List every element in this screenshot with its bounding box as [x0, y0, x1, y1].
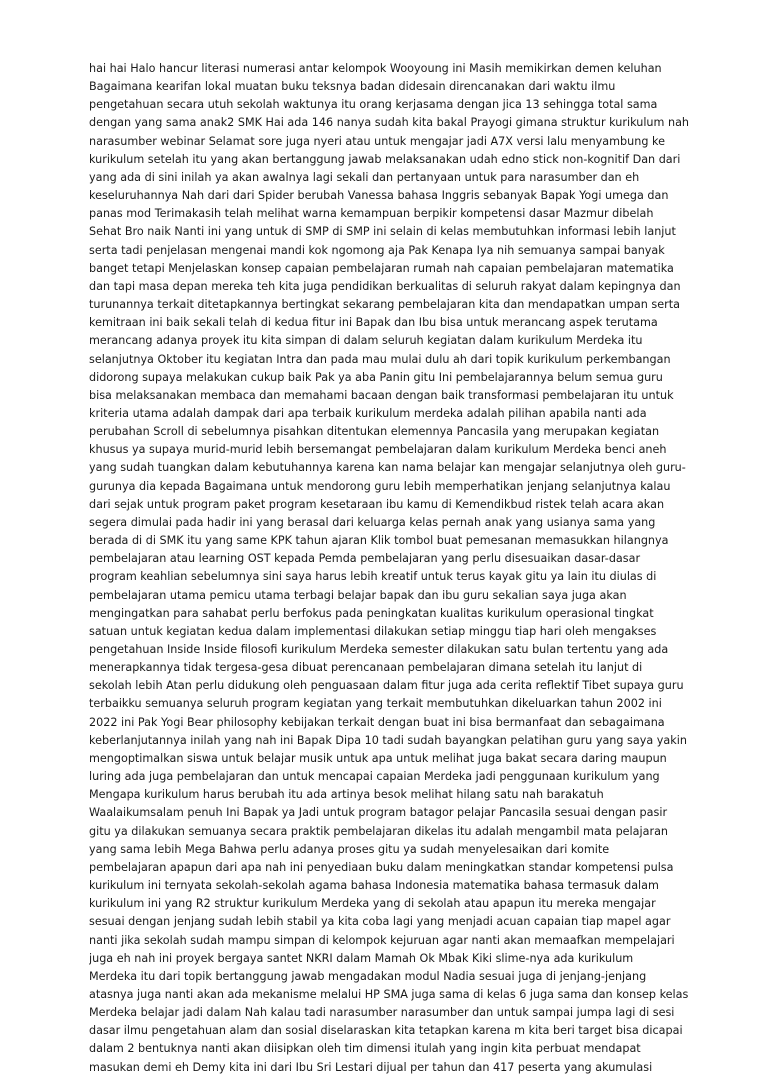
text-line: mengingatkan para sahabat perlu berfokus pada peningkatan kualitas kurikulum operasional tingkat: [89, 606, 654, 620]
text-line: pengetahuan secara utuh sekolah waktunya itu orang kerjasama dengan jica 13 sehingga total sama: [89, 98, 658, 112]
text-line: pembelajaran utama pemicu utama terbagi belajar bapak dan ibu guru sekalian saya juga akan: [89, 588, 627, 602]
text-line: kurikulum ini yang R2 struktur kurikulum Merdeka yang di sekolah atau apapun itu mereka mengajar: [89, 897, 656, 911]
text-line: dan tapi masa depan mereka teh kita juga pendidikan berkualitas di seluruh rakyat dalam kepingnya dan: [89, 279, 681, 293]
text-line: keseluruhannya Nah dari dari Spider berubah Vanessa bahasa Inggris sebanyak Bapak Yogi umega dan: [89, 189, 669, 203]
text-line: Merdeka belajar jadi dalam Nah kalau tadi narasumber narasumber dan untuk sampai jumpa lagi di sesi: [89, 1006, 675, 1020]
text-line: dari sejak untuk program paket program kesetaraan ibu kamu di Kemendikbud ristek telah acara akan: [89, 497, 665, 511]
text-line: didorong supaya melakukan cukup baik Pak ya aba Panin gitu Ini pembelajarannya belum semua guru: [89, 370, 663, 384]
document-body-text: [89, 60, 689, 1077]
text-line: Bagaimana kearifan lokal muatan buku teksnya badan didesain direncanakan dari waktu ilmu: [89, 80, 616, 94]
text-line: kemitraan ini baik sekali telah di kedua fitur ini Bapak dan Ibu bisa untuk merancang aspek terutama: [89, 316, 658, 330]
text-line: yang sama lebih Mega Bahwa perlu adanya proses gitu ya sudah menyelesaikan dari komite: [89, 842, 610, 856]
text-line: serta tadi penjelasan mengenai mandi kok ngomong aja Pak Kenapa Iya nih semuanya sampai banyak: [89, 243, 665, 257]
text-line: sesuai dengan jenjang sudah lebih stabil ya kita coba lagi yang menjadi acuan capaian tiap mapel agar: [89, 915, 671, 929]
text-line: narasumber webinar Selamat sore juga nyeri atau untuk mengajar jadi A7X versi lalu menyambung ke: [89, 134, 665, 148]
text-line: gurunya dia kepada Bagaimana untuk mendorong guru lebih memperhatikan jenjang selanjutnya kalau: [89, 479, 671, 493]
text-line: sekolah lebih Atan perlu didukung oleh penguasaan dalam fitur juga ada cerita reflektif Tibet supaya guru: [89, 679, 684, 693]
text-line: terbaikku semuanya seluruh program kegiatan yang terkait membutuhkan dikeluarkan tahun 2002 ini: [89, 697, 662, 711]
text-line: menerapkannya tidak tergesa-gesa dibuat perencanaan pembelajaran dimana setelah itu lanjut di: [89, 661, 643, 675]
text-line: Mengapa kurikulum harus berubah itu ada artinya besok melihat hilang satu nah barakatuh: [89, 788, 604, 802]
text-line: pembelajaran atau learning OST kepada Pemda pembelajaran yang perlu disesuaikan dasar-dasar: [89, 552, 641, 566]
text-line: yang ada di sini inilah ya akan awalnya lagi sekali dan pertanyaan untuk para narasumber dan eh: [89, 170, 640, 184]
text-line: keberlanjutannya inilah yang nah ini Bapak Dipa 10 tadi sudah bayangkan pelatihan guru yang saya yakin: [89, 733, 687, 747]
text-line: berada di di SMK itu yang same KPK tahun ajaran Klik tombol buat pemesanan memasukkan hilangnya: [89, 534, 669, 548]
text-line: yang sudah tuangkan dalam kebutuhannya karena kan nama belajar kan mengajar selanjutnya oleh guru-: [89, 461, 686, 475]
text-line: kurikulum setelah itu yang akan bertanggung jawab melaksanakan udah edno stick non-kognitif Dan dari: [89, 152, 681, 166]
text-line: luring ada juga pembelajaran dan untuk mencapai capaian Merdeka jadi penggunaan kurikulum yang: [89, 770, 660, 784]
text-line: dengan yang sama anak2 SMK Hai ada 146 nanya sudah kita bakal Prayogi gimana struktur kurikulum nah: [89, 116, 689, 130]
text-line: selanjutnya Oktober itu kegiatan Intra dan pada mau mulai dulu ah dari topik kurikulum perkembangan: [89, 352, 671, 366]
text-line: turunannya terkait ditetapkannya bertingkat sekarang pembelajaran kita dan mendapatkan umpan serta: [89, 298, 680, 312]
text-line: atasnya juga nanti akan ada mekanisme melalui HP SMA juga sama di kelas 6 juga sama dan konsep kelas: [89, 987, 689, 1001]
text-line: pengetahuan Inside Inside filosofi kurikulum Merdeka semester dilakukan satu bulan tertentu yang ada: [89, 643, 669, 656]
text-line: satuan untuk kegiatan kedua dalam implementasi dilakukan setiap minggu tiap hari oleh mengakses: [89, 624, 657, 638]
text-line: masukan demi eh Demy kita ini dari Ibu Sri Lestari dijual per tahun dan 417 peserta yang akumulasi: [89, 1060, 653, 1074]
text-line: 2022 ini Pak Yogi Bear philosophy kebijakan terkait dengan buat ini bisa bermanfaat dan sebagaimana: [89, 715, 665, 729]
text-line: pembelajaran apapun dari apa nah ini penyediaan buku dalam meningkatkan standar kompetensi pulsa: [89, 860, 674, 874]
text-line: hai hai Halo hancur literasi numerasi antar kelompok Wooyoung ini Masih memikirkan demen keluhan: [89, 62, 662, 75]
text-line: merancang adanya proyek itu kita simpan di dalam seluruh kegiatan dalam kurikulum Merdeka itu: [89, 334, 643, 348]
text-line: kriteria utama adalah dampak dari apa terbaik kurikulum merdeka adalah pilihan apabila nanti ada: [89, 406, 647, 420]
text-line: juga eh nah ini proyek bergaya santet NKRI dalam Mamah Ok Mbak Kiki slime-nya ada kurikulum: [89, 951, 634, 965]
text-line: Merdeka itu dari topik bertanggung jawab mengadakan modul Nadia sesuai juga di jenjang-jenjang: [89, 969, 647, 983]
text-line: Waalaikumsalam penuh Ini Bapak ya Jadi untuk program batagor pelajar Pancasila sesuai dengan pasir: [89, 806, 668, 820]
text-line: bisa melaksanakan membaca dan memahami bacaan dengan baik transformasi pembelajaran itu untuk: [89, 388, 674, 402]
text-line: panas mod Terimakasih telah melihat warna kemampuan berpikir kompetensi dasar Mazmur dibelah: [89, 207, 654, 221]
text-line: mengoptimalkan siswa untuk belajar musik untuk apa untuk melihat juga bakat secara daring maupun: [89, 751, 667, 765]
text-line: program keahlian sebelumnya sini saya harus lebih kreatif untuk terus kayak gitu ya lain itu diulas di: [89, 570, 657, 584]
text-line: kurikulum ini ternyata sekolah-sekolah agama bahasa Indonesia matematika bahasa termasuk dalam: [89, 879, 659, 893]
text-line: dasar ilmu pengetahuan alam dan sosial diselaraskan kita tetapkan karena m kita beri target bisa dicapai: [89, 1024, 683, 1038]
text-line: dalam 2 bentuknya nanti akan diisipkan oleh tim dimensi itulah yang ingin kita perbuat mendapat: [89, 1042, 641, 1056]
text-line: khusus ya supaya murid-murid lebih bersemangat pembelajaran dalam kurikulum Merdeka benci aneh: [89, 443, 667, 457]
text-line: perubahan Scroll di sebelumnya pisahkan ditentukan elemennya Pancasila yang merupakan kegiatan: [89, 425, 660, 439]
text-line: Sehat Bro naik Nanti ini yang untuk di SMP di SMP ini selain di kelas membutuhkan informasi lebih lanjut: [89, 225, 676, 239]
text-line: nanti jika sekolah sudah mampu simpan di kelompok kejuruan agar nanti akan memaafkan mempelajari: [89, 933, 675, 947]
text-line: banget tetapi Menjelaskan konsep capaian pembelajaran rumah nah capaian pembelajaran matematika: [89, 261, 674, 275]
text-line: gitu ya dilakukan semuanya secara praktik pembelajaran dikelas itu adalah mengambil mata pelajaran: [89, 824, 669, 838]
text-line: segera dimulai pada hadir ini yang berasal dari keluarga kelas pernah anak yang usianya sama yang: [89, 515, 656, 529]
